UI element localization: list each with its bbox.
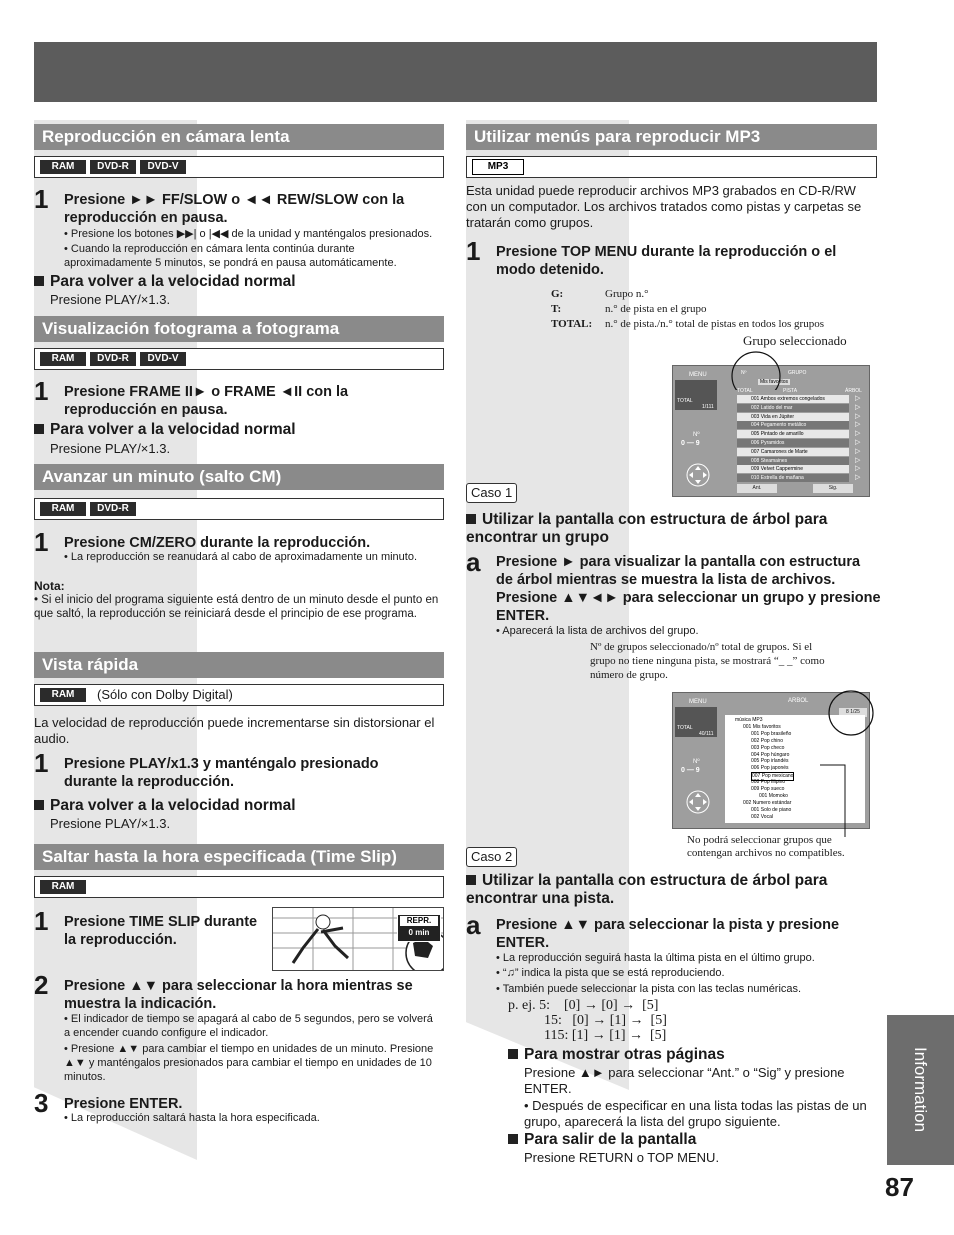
tree-node[interactable]: 001 Momoko [759, 792, 788, 799]
tree-arrow-icon: ▷ [855, 474, 861, 482]
legend-key: T: [551, 303, 562, 315]
step-text: Presione TIME SLIP durante la reproducción. [64, 914, 258, 948]
legend-value: n.° de pista en el grupo [605, 303, 707, 315]
information-tab-label: Information [911, 1047, 930, 1133]
track-row[interactable] [737, 413, 849, 421]
badge-dvd-r: DVD-R [90, 160, 136, 174]
section-title-slow-motion: Reproducción en cámara lenta [34, 124, 444, 150]
badge-dvd-r: DVD-R [90, 352, 136, 366]
tree-node[interactable]: 005 Pop irlandés [751, 758, 789, 765]
tree-node[interactable]: 001 Solo de piano [751, 806, 792, 813]
track-name: 007 Camarones de Marte [751, 448, 808, 455]
case2-label: Caso 2 [466, 847, 517, 867]
dpad-icon [683, 789, 713, 815]
step-number: 1 [34, 376, 49, 406]
sub-text: Presione ▲► para seleccionar “Ant.” o “Sig” y presione ENTER. [524, 1065, 845, 1096]
disc-badges [34, 684, 444, 706]
step-number: 2 [34, 970, 49, 1000]
page-header-bar [34, 42, 877, 102]
tree-arrow-icon: ▷ [855, 421, 861, 429]
step-text: Presione ENTER. [64, 1096, 183, 1112]
step-text: Presione ► para visualizar la pantalla con estructura de árbol mientras se muestra la lista de archivos. Presione ▲▼◄► para seleccionar un grupo y presione ENTER. [496, 554, 881, 624]
col-pista: PISTA [783, 388, 798, 394]
badge-dvd-r: DVD-R [90, 502, 136, 516]
track-row[interactable] [737, 404, 849, 412]
badge-mp3: MP3 [472, 159, 524, 175]
col-arbol: ÁRBOL [845, 388, 862, 394]
track-row[interactable] [737, 474, 849, 482]
prev-button[interactable]: Ant. [737, 484, 777, 493]
step-number: 1 [34, 906, 49, 936]
step-letter: a [466, 910, 481, 940]
step-text: Presione FRAME II► o FRAME ◄II con la reproducción en pausa. [64, 384, 349, 418]
track-count: 1/111 [702, 404, 714, 410]
disc-badges [34, 348, 444, 370]
subheading [34, 421, 296, 439]
badge-dvd-v: DVD-V [140, 352, 186, 366]
track-row[interactable] [737, 395, 849, 403]
disc-badges [34, 498, 444, 520]
menu-label: MENU [689, 699, 707, 705]
repr-label: REPR. [400, 916, 438, 926]
case1-label: Caso 1 [466, 483, 517, 503]
subheading-text: Para mostrar otras páginas [524, 1046, 725, 1063]
step-number: 3 [34, 1088, 49, 1118]
track-count: 40/111 [699, 731, 714, 737]
bullet: • La reproducción saltará hasta la hora especificada. [64, 1112, 320, 1124]
badge-ram: RAM [40, 688, 86, 702]
tree-node[interactable]: 007 Pop mexicano [752, 773, 794, 780]
step-text: Presione CM/ZERO durante la reproducción. [64, 535, 371, 551]
section-title-time-slip: Saltar hasta la hora especificada (Time Slip) [34, 844, 444, 870]
legend [551, 287, 824, 332]
number-label: Nº [693, 759, 700, 765]
bullet: • Presione ▲▼ para cambiar el tiempo en unidades de un minuto. Presione ▲▼ y manténgalos presionados para cambiar el tiempo en unidades de 10 minutos. [64, 1043, 434, 1083]
track-name: 008 Steamaines [751, 457, 788, 464]
tree-node[interactable]: 002 Pop chino [751, 737, 783, 744]
track-name: 006 Pyramidos [751, 440, 785, 446]
group-name: Mis favoritos [760, 379, 789, 385]
time-slip-illustration [272, 907, 444, 971]
bullet: • Aparecerá la lista de archivos del grupo. [496, 625, 699, 637]
header-no: Nº [741, 370, 747, 376]
badge-ram: RAM [40, 502, 86, 516]
section-title-frame: Visualización fotograma a fotograma [34, 316, 444, 342]
tree-node[interactable]: 009 Pop sueco [751, 786, 785, 792]
step-text: Presione ▲▼ para seleccionar la hora mientras se muestra la indicación. [64, 978, 413, 1012]
tree-node[interactable]: 001 Mis favoritos [743, 723, 781, 730]
step-letter: a [466, 547, 481, 577]
step-text: Presione ►► FF/SLOW o ◄◄ REW/SLOW con la reproducción en pausa. [64, 192, 405, 226]
tree-arrow-icon: ▷ [855, 430, 861, 438]
example-line: p. ej. 5: [0] → [0] → [5] [508, 998, 659, 1013]
section-title-mp3: Utilizar menús para reproducir MP3 [466, 124, 877, 150]
track-row[interactable] [737, 421, 849, 429]
tree-arrow-icon: ▷ [855, 465, 861, 473]
disc-badges [34, 156, 444, 178]
menu-label: MENU [689, 372, 707, 378]
bullet: • Presione los botones ▶▶| o |◀◀ de la unidad y manténgalos presionados. [64, 228, 433, 240]
track-name: 005 Pintado de amarillo [751, 431, 804, 438]
next-button[interactable]: Sig. [813, 484, 853, 493]
bullet: • También puede seleccionar la pista con las teclas numéricas. [496, 983, 802, 995]
disc-badges [34, 876, 444, 898]
bullet: • Cuando la reproducción en cámara lenta continúa durante aproximadamente 5 minutos, se pondrá en pausa automáticamente. [64, 243, 397, 269]
subheading-text: Para volver a la velocidad normal [50, 421, 296, 438]
tree-node[interactable]: 003 Pop checo [751, 744, 785, 751]
callout-circle [720, 340, 792, 390]
info-panel [675, 707, 717, 737]
bullet: • El indicador de tiempo se apagará al cabo de 5 segundos, pero se volverá a encender cuando configure el indicador. [64, 1013, 433, 1039]
legend-key: G: [551, 288, 564, 300]
bullet: • “♫” indica la pista que se está reproduciendo. [496, 967, 725, 979]
subheading-text: Utilizar la pantalla con estructura de árbol para encontrar un grupo [466, 511, 828, 546]
total-label: TOTAL [677, 725, 693, 731]
repr-indicator [397, 914, 441, 942]
sub-text: Presione PLAY/×1.3. [50, 292, 171, 307]
callout-line [800, 755, 860, 840]
subheading [34, 797, 296, 815]
badge-note: (Sólo con Dolby Digital) [97, 687, 233, 702]
track-row[interactable] [737, 439, 849, 447]
subheading-text: Para salir de la pantalla [524, 1131, 697, 1148]
step-number: 1 [466, 236, 481, 266]
tree-node[interactable]: 006 Pop japonés [751, 765, 789, 772]
tree-arrow-icon: ▷ [855, 395, 861, 402]
info-panel [675, 380, 717, 410]
subheading [466, 511, 877, 547]
note-label: Nota: [34, 579, 65, 593]
tree-node[interactable]: 001 Pop brasileño [751, 730, 792, 737]
callout-circle [826, 688, 876, 738]
track-name: 009 Velvet Cappermine [751, 466, 803, 473]
badge-dvd-v: DVD-V [140, 160, 186, 174]
subheading-text: Utilizar la pantalla con estructura de árbol para encontrar una pista. [466, 872, 828, 907]
number-label: Nº [693, 432, 700, 438]
bullet: • La reproducción seguirá hasta la última pista en el último grupo. [496, 952, 815, 964]
bullet: • La reproducción se reanudará al cabo de aproximadamente un minuto. [64, 551, 418, 563]
step-text: Presione ▲▼ para seleccionar la pista y presione ENTER. [496, 917, 840, 951]
subheading [466, 872, 877, 908]
note-text: • Si el inicio del programa siguiente está dentro de un minuto desde el punto en que saltó, la reproducción se reiniciará desde el principio de ese programa. [34, 594, 439, 620]
step-text: Presione PLAY/x1.3 y manténgalo presionado durante la reproducción. [64, 756, 379, 790]
col-total: TOTAL [737, 388, 753, 394]
track-name: 004 Pegamento metálico [751, 422, 807, 429]
page-number: 87 [885, 1172, 914, 1202]
legend-row [551, 302, 824, 317]
total-label: TOTAL [677, 398, 693, 404]
track-row[interactable] [737, 457, 849, 465]
example-line: 15: [0] → [1] → [5] [544, 1013, 667, 1028]
header-group: GRUPO [788, 370, 807, 376]
tree-header: ARBOL [788, 698, 809, 704]
tree-node[interactable]: música MP3 [735, 717, 763, 723]
track-name: 010 Estrella de mañana [751, 475, 804, 482]
legend-row [551, 287, 824, 302]
example-line: 115: [1] → [1] → [5] [544, 1028, 667, 1043]
tree-arrow-icon: ▷ [855, 412, 861, 420]
track-row[interactable] [737, 448, 849, 456]
tree-node[interactable]: 002 Vocal [751, 813, 773, 820]
tree-node[interactable]: 002 Numero estándar [743, 799, 792, 806]
sub-text: Presione PLAY/×1.3. [50, 441, 171, 456]
step-number: 1 [34, 184, 49, 214]
tree-node[interactable]: 004 Pop húngaro [751, 751, 790, 758]
track-row[interactable] [737, 430, 849, 438]
badge-ram: RAM [40, 352, 86, 366]
number-keys: 0 — 9 [681, 767, 700, 774]
step-number: 1 [34, 527, 49, 557]
subheading [508, 1131, 696, 1149]
legend-value: Grupo n.° [605, 288, 649, 300]
subheading [34, 273, 296, 291]
repr-time: 0 min [408, 928, 430, 937]
number-keys: 0 — 9 [681, 440, 700, 447]
step-text: Presione TOP MENU durante la reproducción o el modo detenido. [496, 244, 837, 278]
intro-text: Esta unidad puede reproducir archivos MP3 grabados en CD-R/RW con un computador. Los archivos tratados como pistas y carpetas se tratarán como grupos. [466, 183, 862, 230]
intro-text: La velocidad de reproducción puede incrementarse sin distorsionar el audio. [34, 715, 435, 746]
selected-group-label: Grupo seleccionado [743, 333, 847, 348]
tree-arrow-icon: ▷ [855, 439, 861, 446]
badge-ram: RAM [40, 880, 86, 894]
disc-badges [466, 156, 877, 178]
track-name: 002 Latido del mar [751, 404, 793, 411]
section-title-cm-skip: Avanzar un minuto (salto CM) [34, 464, 444, 490]
group-counter: 8 1/25 [839, 708, 867, 717]
track-name: 003 Vida en Júpiter [751, 413, 794, 420]
badge-ram: RAM [40, 160, 86, 174]
subheading-text: Para volver a la velocidad normal [50, 273, 296, 290]
track-row[interactable] [737, 465, 849, 473]
tree-arrow-icon: ▷ [855, 456, 861, 464]
subheading-text: Para volver a la velocidad normal [50, 797, 296, 814]
incompatible-note: No podrá seleccionar grupos que contengan archivos no compatibles. [687, 834, 845, 859]
step-number: 1 [34, 748, 49, 778]
legend-row [551, 317, 824, 332]
tree-node[interactable]: 008 Pop filipino [751, 779, 786, 786]
sub-text: Presione PLAY/×1.3. [50, 816, 171, 831]
legend-value: n.° de pista./n.° total de pistas en todos los grupos [605, 318, 825, 330]
sub-bullet: • Después de especificar en una lista todas las pistas de un grupo, aparecerá la lista del grupo siguiente. [524, 1098, 867, 1129]
tree-arrow-icon: ▷ [855, 447, 861, 455]
dpad-icon [683, 462, 713, 488]
sub-text: Presione RETURN o TOP MENU. [524, 1150, 720, 1165]
legend-key: TOTAL: [551, 318, 593, 330]
section-title-quick-view: Vista rápida [34, 652, 444, 678]
tree-arrow-icon: ▷ [855, 403, 861, 411]
track-name: 001 Ambos extremos congelados [751, 396, 825, 402]
subheading [508, 1046, 725, 1064]
group-count-note: Nº de grupos seleccionado/nº total de grupos. Si el grupo no tiene ninguna pista, se mostrará “_ _” como número de grupo. [590, 641, 825, 681]
